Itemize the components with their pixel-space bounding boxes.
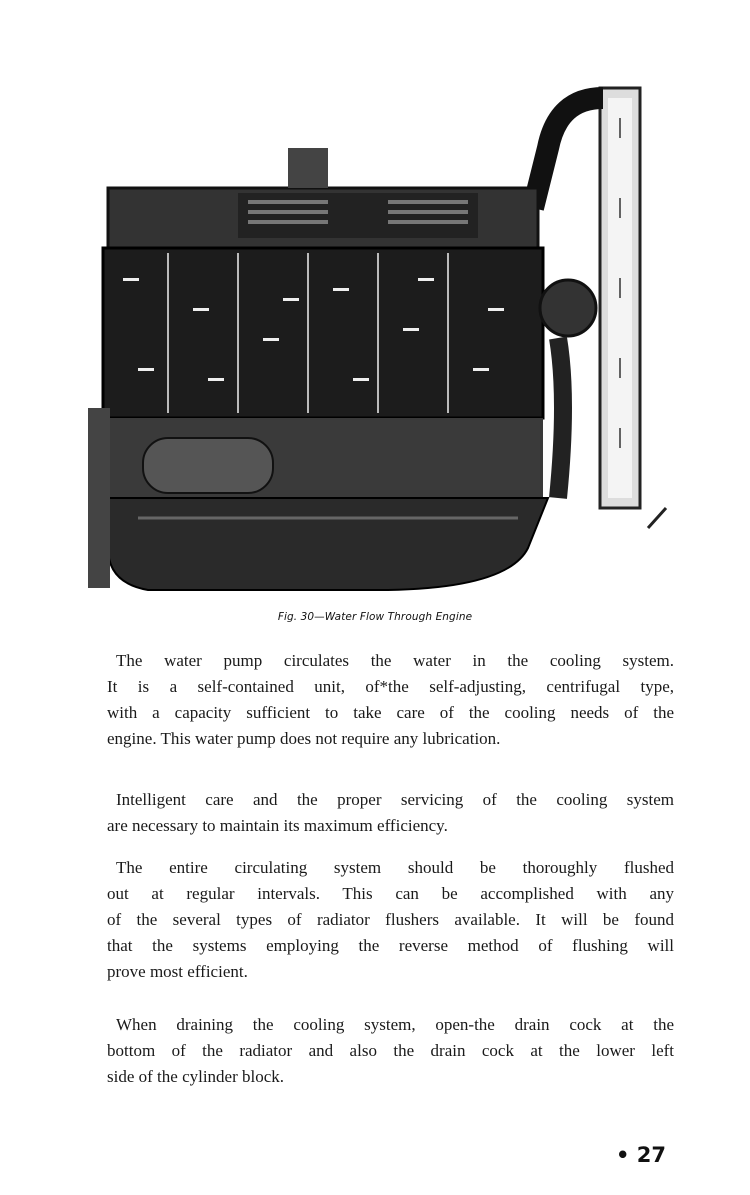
paragraph-water-pump [107, 648, 674, 752]
text-line: that the systems employing the reverse method of flushing will [107, 936, 674, 955]
paragraph-intelligent-care [107, 787, 674, 839]
text-line: It is a self-contained unit, of*the self-adjusting, centrifugal type, [107, 677, 674, 696]
text-line: When draining the cooling system, open-the drain cock at the [116, 1015, 674, 1034]
text-line: are necessary to maintain its maximum efficiency. [107, 816, 448, 835]
text-line: out at regular intervals. This can be accomplished with any [107, 884, 674, 903]
text-line: side of the cylinder block. [107, 1067, 285, 1086]
text-line: prove most efficient. [107, 962, 248, 981]
text-line: The water pump circulates the water in the cooling system. [116, 651, 674, 670]
text-line: bottom of the radiator and also the drain cock at the lower left [107, 1041, 674, 1060]
text-line: Intelligent care and the proper servicing of the cooling system [116, 790, 674, 809]
engine-cutaway-figure [88, 78, 678, 598]
paragraph-flushing [107, 855, 674, 985]
page-number: • 27 [616, 1143, 666, 1167]
text-line: The entire circulating system should be thoroughly flushed [116, 858, 674, 877]
paragraph-draining [107, 1012, 674, 1090]
text-line: with a capacity sufficient to take care of the cooling needs of the [107, 703, 674, 722]
text-line: engine. This water pump does not require any lubrication. [107, 729, 501, 748]
text-line: of the several types of radiator flushers available. It will be found [107, 910, 674, 929]
figure-caption: Fig. 30—Water Flow Through Engine [277, 611, 473, 623]
engine-illustration [88, 78, 678, 598]
